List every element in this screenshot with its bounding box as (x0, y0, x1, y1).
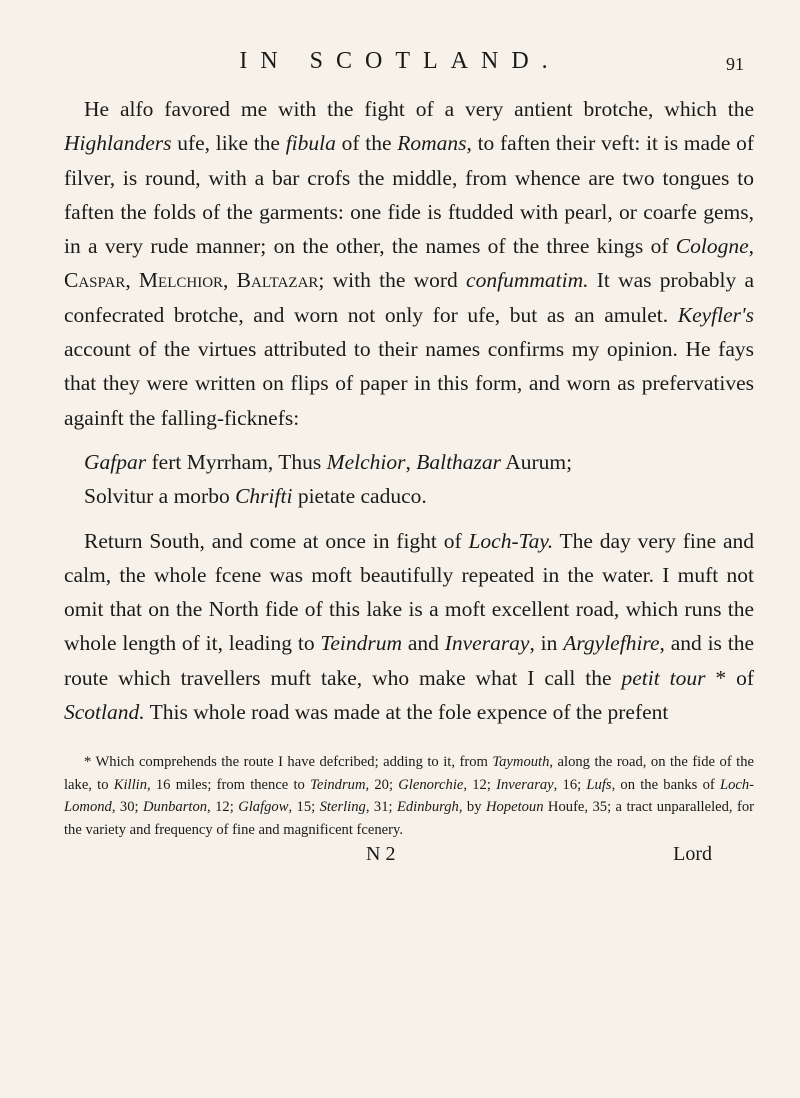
footnote (64, 751, 754, 841)
page-number: 91 (726, 54, 744, 74)
signature-mark: N 2 (366, 843, 396, 865)
paragraph: Return South, and come at once in fight of Loch-Tay. The day very fine and calm, the whole fcene was moft beautifully repeated in the water. I muft not omit that on the North fide of this lake is a moft excellent road, which runs the whole length of it, leading to Teindrum and Inveraray, in Argylefhire, and is the route which travellers muft take, who make what I call the petit tour * of Scotland. This whole road was made at the fole expence of the prefent (64, 528, 754, 725)
verse-line: Solvitur a morbo Chrifti pietate caduco. (84, 484, 427, 509)
running-head: IN SCOTLAND. (239, 48, 561, 74)
verse-quotation (64, 445, 754, 514)
page-foot (0, 843, 800, 873)
main-text (64, 92, 754, 729)
paragraph: He alfo favored me with the fight of a very antient brotche, which the Highlanders ufe, like the fibula of the Romans, to faften their veft: it is made of filver, is round, with a bar crofs the middle, from whence are two tongues to faften the folds of the garments: one fide is ftudded with pearl, or coarfe gems, in a very rude manner; on the other, the names of the three kings of Cologne, Caspar, Melchior, Baltazar; with the word confummatim. It was probably a confecrated brotche, and worn not only for ufe, but as an amulet. Keyfler's account of the virtues attributed to their names confirms my opinion. He fays that they were written on flips of paper in this form, and worn as prefervatives againft the falling-ficknefs: (64, 97, 754, 430)
verse-line: Gafpar fert Myrrham, Thus Melchior, Balthazar Aurum; (84, 449, 573, 474)
footnote-text: * Which comprehends the route I have defcribed; adding to it, from Taymouth, along the road, on the fide of the lake, to Killin, 16 miles; from thence to Teindrum, 20; Glenorchie, 12; Inveraray, 16; Lufs, on the banks of Loch-Lomond, 30; Dunbarton, 12; Glafgow, 15; Sterling, 31; Edinburgh, by Hopetoun Houfe, 35; a tract unparalleled, for the variety and frequency of fine and magnificent fcenery. (64, 754, 755, 838)
catchword: Lord (673, 843, 712, 865)
